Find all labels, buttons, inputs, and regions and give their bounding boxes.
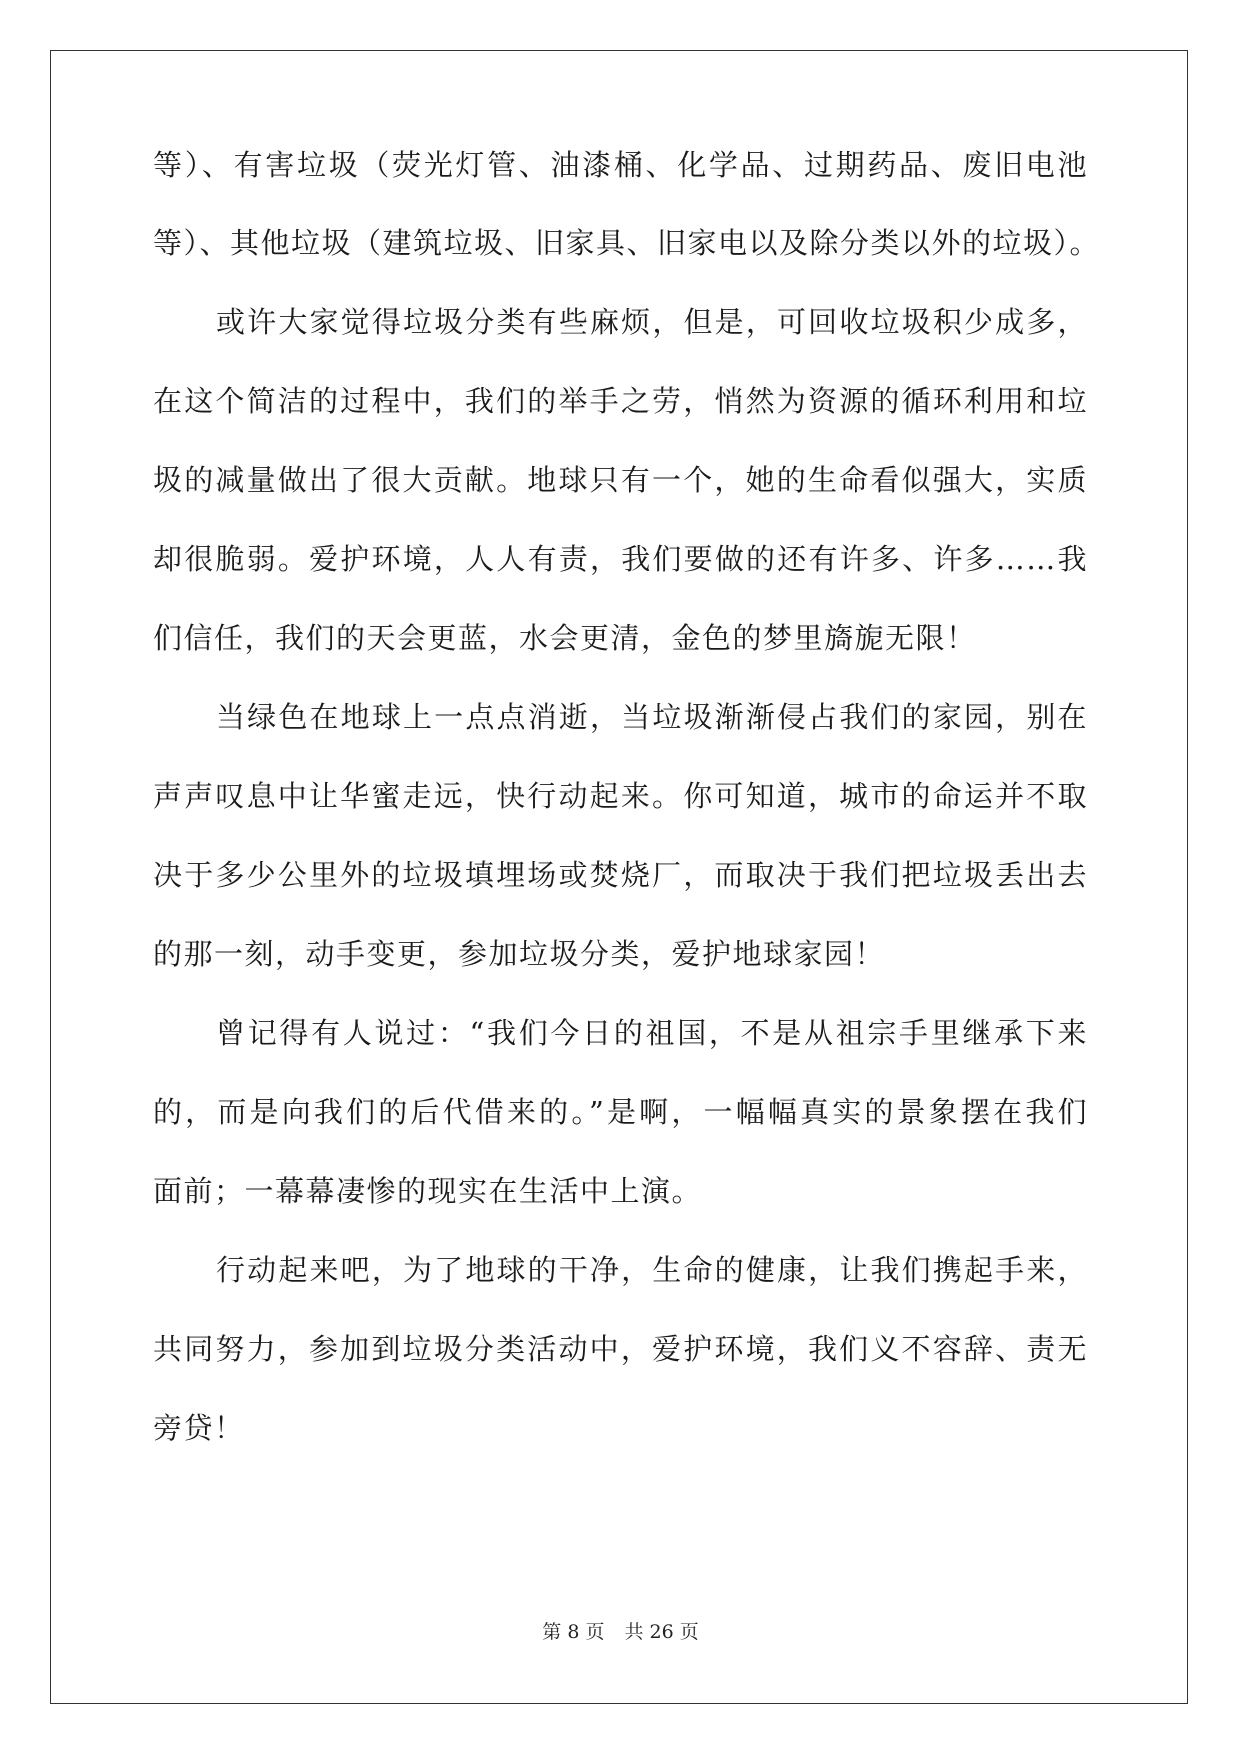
text-line: 圾的减量做出了很大贡献。地球只有一个，她的生命看似强大，实质: [153, 463, 1088, 497]
text-line: 面前；一幕幕凄惨的现实在生活中上演。: [153, 1174, 703, 1208]
text-line: 旁贷！: [153, 1411, 245, 1445]
text-line: 的那一刻，动手变更，参加垃圾分类，爱护地球家园！: [153, 937, 886, 971]
text-line: 当绿色在地球上一点点消逝，当垃圾渐渐侵占我们的家园，别在: [216, 700, 1088, 734]
text-line: 的，而是向我们的后代借来的。”是啊，一幅幅真实的景象摆在我们: [153, 1095, 1088, 1129]
text-line: 决于多少公里外的垃圾填埋场或焚烧厂，而取决于我们把垃圾丢出去: [153, 858, 1088, 892]
text-line: 或许大家觉得垃圾分类有些麻烦，但是，可回收垃圾积少成多，: [216, 305, 1088, 339]
text-line: 们信任，我们的天会更蓝，水会更清，金色的梦里旖旎无限！: [153, 621, 977, 655]
page-footer: [0, 1617, 1241, 1644]
text-line: 行动起来吧，为了地球的干净，生命的健康，让我们携起手来，: [216, 1253, 1088, 1287]
text-line: 却很脆弱。爱护环境，人人有责，我们要做的还有许多、许多……我: [153, 542, 1088, 576]
text-line: 等）、其他垃圾（建筑垃圾、旧家具、旧家电以及除分类以外的垃圾）。: [153, 226, 1101, 260]
page-number-current: 第 8 页: [542, 1621, 605, 1643]
text-line: 等）、有害垃圾（荧光灯管、油漆桶、化学品、过期药品、废旧电池: [153, 148, 1088, 182]
text-line: 声声叹息中让华蜜走远，快行动起来。你可知道，城市的命运并不取: [153, 779, 1088, 813]
text-line: 在这个简洁的过程中，我们的举手之劳，悄然为资源的循环利用和垃: [153, 384, 1088, 418]
text-line: 曾记得有人说过：“我们今日的祖国，不是从祖宗手里继承下来: [216, 1016, 1088, 1050]
text-line: 共同努力，参加到垃圾分类活动中，爱护环境，我们义不容辞、责无: [153, 1332, 1088, 1366]
page-number-total: 共 26 页: [624, 1621, 699, 1643]
